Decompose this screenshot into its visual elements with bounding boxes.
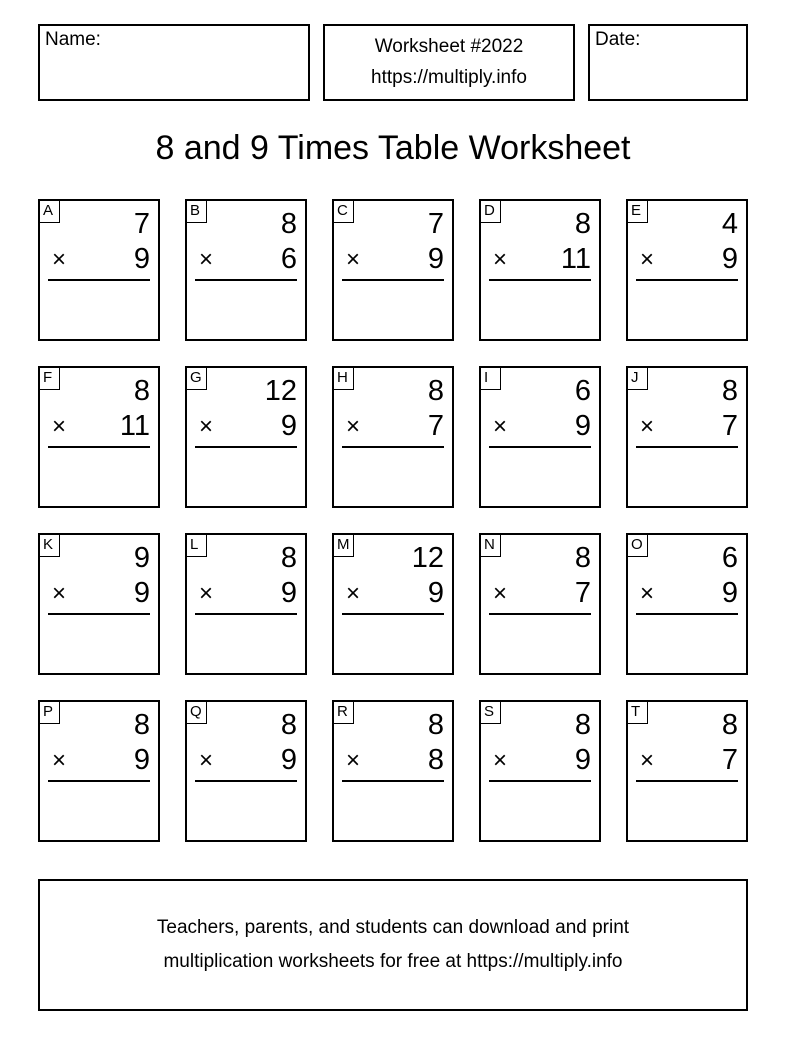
answer-area[interactable] xyxy=(195,283,297,333)
problem-multiplicand: 8 xyxy=(574,208,591,240)
times-sign-icon: × xyxy=(199,747,214,774)
answer-line xyxy=(636,446,738,448)
problem-letter: J xyxy=(628,368,648,390)
answer-area[interactable] xyxy=(489,617,591,667)
problem-card xyxy=(479,199,601,341)
problem-multiplicand: 9 xyxy=(133,542,150,574)
name-label: Name: xyxy=(45,29,101,50)
problem-letter: B xyxy=(187,201,207,223)
problem-grid xyxy=(38,199,748,842)
problem-letter: C xyxy=(334,201,354,223)
problem-multiplier: 7 xyxy=(721,744,738,776)
date-field-box[interactable] xyxy=(588,24,748,101)
problem-card xyxy=(626,533,748,675)
times-sign-icon: × xyxy=(640,747,655,774)
answer-line xyxy=(636,613,738,615)
times-sign-icon: × xyxy=(346,246,361,273)
problem-letter: G xyxy=(187,368,207,390)
worksheet-info-box xyxy=(323,24,575,101)
problem-card xyxy=(479,700,601,842)
times-sign-icon: × xyxy=(346,413,361,440)
problem-multiplicand: 8 xyxy=(280,208,297,240)
problem-multiplier: 9 xyxy=(427,243,444,275)
answer-line xyxy=(195,446,297,448)
problem-card xyxy=(479,533,601,675)
answer-area[interactable] xyxy=(342,450,444,500)
problem-card xyxy=(626,700,748,842)
problem-multiplier: 7 xyxy=(427,410,444,442)
problem-multiplicand: 8 xyxy=(721,709,738,741)
times-sign-icon: × xyxy=(640,580,655,607)
answer-line xyxy=(342,279,444,281)
problem-multiplicand: 12 xyxy=(264,375,297,407)
problem-letter: L xyxy=(187,535,207,557)
problem-multiplicand: 7 xyxy=(427,208,444,240)
times-sign-icon: × xyxy=(493,747,508,774)
problem-multiplier: 9 xyxy=(574,410,591,442)
date-label: Date: xyxy=(595,29,641,50)
problem-multiplier: 9 xyxy=(280,744,297,776)
problem-card xyxy=(38,700,160,842)
times-sign-icon: × xyxy=(199,246,214,273)
problem-letter: T xyxy=(628,702,648,724)
problem-multiplicand: 6 xyxy=(721,542,738,574)
name-field-box[interactable] xyxy=(38,24,310,101)
answer-area[interactable] xyxy=(48,283,150,333)
problem-card xyxy=(626,366,748,508)
times-sign-icon: × xyxy=(493,580,508,607)
footer-text-line-2: multiplication worksheets for free at https://multiply.info xyxy=(163,951,623,972)
problem-multiplicand: 8 xyxy=(280,542,297,574)
problem-card xyxy=(332,366,454,508)
times-sign-icon: × xyxy=(640,246,655,273)
answer-line xyxy=(489,613,591,615)
problem-letter: H xyxy=(334,368,354,390)
problem-multiplicand: 8 xyxy=(133,709,150,741)
problem-multiplier: 9 xyxy=(721,243,738,275)
answer-area[interactable] xyxy=(636,450,738,500)
problem-multiplier: 9 xyxy=(574,744,591,776)
problem-card xyxy=(185,533,307,675)
problem-card xyxy=(185,366,307,508)
problem-multiplier: 7 xyxy=(721,410,738,442)
problem-multiplier: 9 xyxy=(280,577,297,609)
answer-line xyxy=(636,780,738,782)
answer-area[interactable] xyxy=(636,617,738,667)
problem-card xyxy=(626,199,748,341)
answer-area[interactable] xyxy=(636,283,738,333)
problem-letter: K xyxy=(40,535,60,557)
problem-multiplicand: 8 xyxy=(721,375,738,407)
problem-multiplier: 9 xyxy=(133,744,150,776)
answer-area[interactable] xyxy=(489,450,591,500)
problem-multiplier: 9 xyxy=(427,577,444,609)
answer-line xyxy=(48,780,150,782)
problem-card xyxy=(332,199,454,341)
problem-card xyxy=(38,533,160,675)
problem-letter: E xyxy=(628,201,648,223)
answer-area[interactable] xyxy=(48,450,150,500)
answer-area[interactable] xyxy=(489,283,591,333)
problem-card xyxy=(38,366,160,508)
answer-line xyxy=(195,279,297,281)
answer-line xyxy=(48,613,150,615)
answer-area[interactable] xyxy=(195,450,297,500)
answer-area[interactable] xyxy=(636,784,738,834)
answer-area[interactable] xyxy=(48,617,150,667)
problem-multiplier: 7 xyxy=(574,577,591,609)
page-title: 8 and 9 Times Table Worksheet xyxy=(155,129,631,167)
problem-multiplicand: 8 xyxy=(574,709,591,741)
answer-line xyxy=(489,446,591,448)
times-sign-icon: × xyxy=(493,246,508,273)
answer-line xyxy=(636,279,738,281)
problem-multiplicand: 8 xyxy=(427,375,444,407)
problem-letter: D xyxy=(481,201,501,223)
problem-card xyxy=(38,199,160,341)
problem-letter: R xyxy=(334,702,354,724)
answer-line xyxy=(48,446,150,448)
times-sign-icon: × xyxy=(199,580,214,607)
problem-multiplicand: 6 xyxy=(574,375,591,407)
answer-area[interactable] xyxy=(342,784,444,834)
problem-letter: I xyxy=(481,368,501,390)
problem-multiplicand: 8 xyxy=(427,709,444,741)
answer-area[interactable] xyxy=(342,283,444,333)
problem-letter: P xyxy=(40,702,60,724)
times-sign-icon: × xyxy=(52,747,67,774)
problem-multiplicand: 8 xyxy=(280,709,297,741)
problem-multiplier: 9 xyxy=(721,577,738,609)
problem-letter: O xyxy=(628,535,648,557)
times-sign-icon: × xyxy=(346,580,361,607)
answer-line xyxy=(48,279,150,281)
answer-line xyxy=(489,780,591,782)
answer-line xyxy=(342,613,444,615)
times-sign-icon: × xyxy=(640,413,655,440)
answer-line xyxy=(489,279,591,281)
footer-text-line-1: Teachers, parents, and students can download and print xyxy=(156,917,630,938)
problem-letter: M xyxy=(334,535,354,557)
problem-letter: Q xyxy=(187,702,207,724)
problem-letter: S xyxy=(481,702,501,724)
problem-multiplicand: 8 xyxy=(133,375,150,407)
problem-card xyxy=(185,199,307,341)
problem-letter: N xyxy=(481,535,501,557)
problem-multiplier: 9 xyxy=(133,243,150,275)
answer-area[interactable] xyxy=(195,784,297,834)
answer-line xyxy=(342,780,444,782)
problem-multiplicand: 4 xyxy=(721,208,738,240)
footer-box xyxy=(38,879,748,1011)
problem-multiplicand: 7 xyxy=(133,208,150,240)
problem-card xyxy=(332,533,454,675)
problem-multiplier: 11 xyxy=(560,243,591,275)
answer-area[interactable] xyxy=(489,784,591,834)
problem-multiplier: 9 xyxy=(280,410,297,442)
problem-letter: F xyxy=(40,368,60,390)
problem-multiplicand: 8 xyxy=(574,542,591,574)
times-sign-icon: × xyxy=(52,413,67,440)
answer-line xyxy=(195,613,297,615)
times-sign-icon: × xyxy=(52,246,67,273)
answer-line xyxy=(342,446,444,448)
times-sign-icon: × xyxy=(346,747,361,774)
problem-card xyxy=(185,700,307,842)
problem-card xyxy=(479,366,601,508)
problem-multiplicand: 12 xyxy=(411,542,444,574)
times-sign-icon: × xyxy=(52,580,67,607)
worksheet-number: Worksheet #2022 xyxy=(374,36,524,57)
answer-area[interactable] xyxy=(195,617,297,667)
answer-line xyxy=(195,780,297,782)
problem-multiplier: 8 xyxy=(427,744,444,776)
problem-multiplier: 11 xyxy=(119,410,150,442)
problem-letter: A xyxy=(40,201,60,223)
times-sign-icon: × xyxy=(493,413,508,440)
times-sign-icon: × xyxy=(199,413,214,440)
problem-multiplier: 6 xyxy=(280,243,297,275)
answer-area[interactable] xyxy=(342,617,444,667)
answer-area[interactable] xyxy=(48,784,150,834)
problem-multiplier: 9 xyxy=(133,577,150,609)
worksheet-url[interactable]: https://multiply.info xyxy=(371,67,527,88)
problem-card xyxy=(332,700,454,842)
